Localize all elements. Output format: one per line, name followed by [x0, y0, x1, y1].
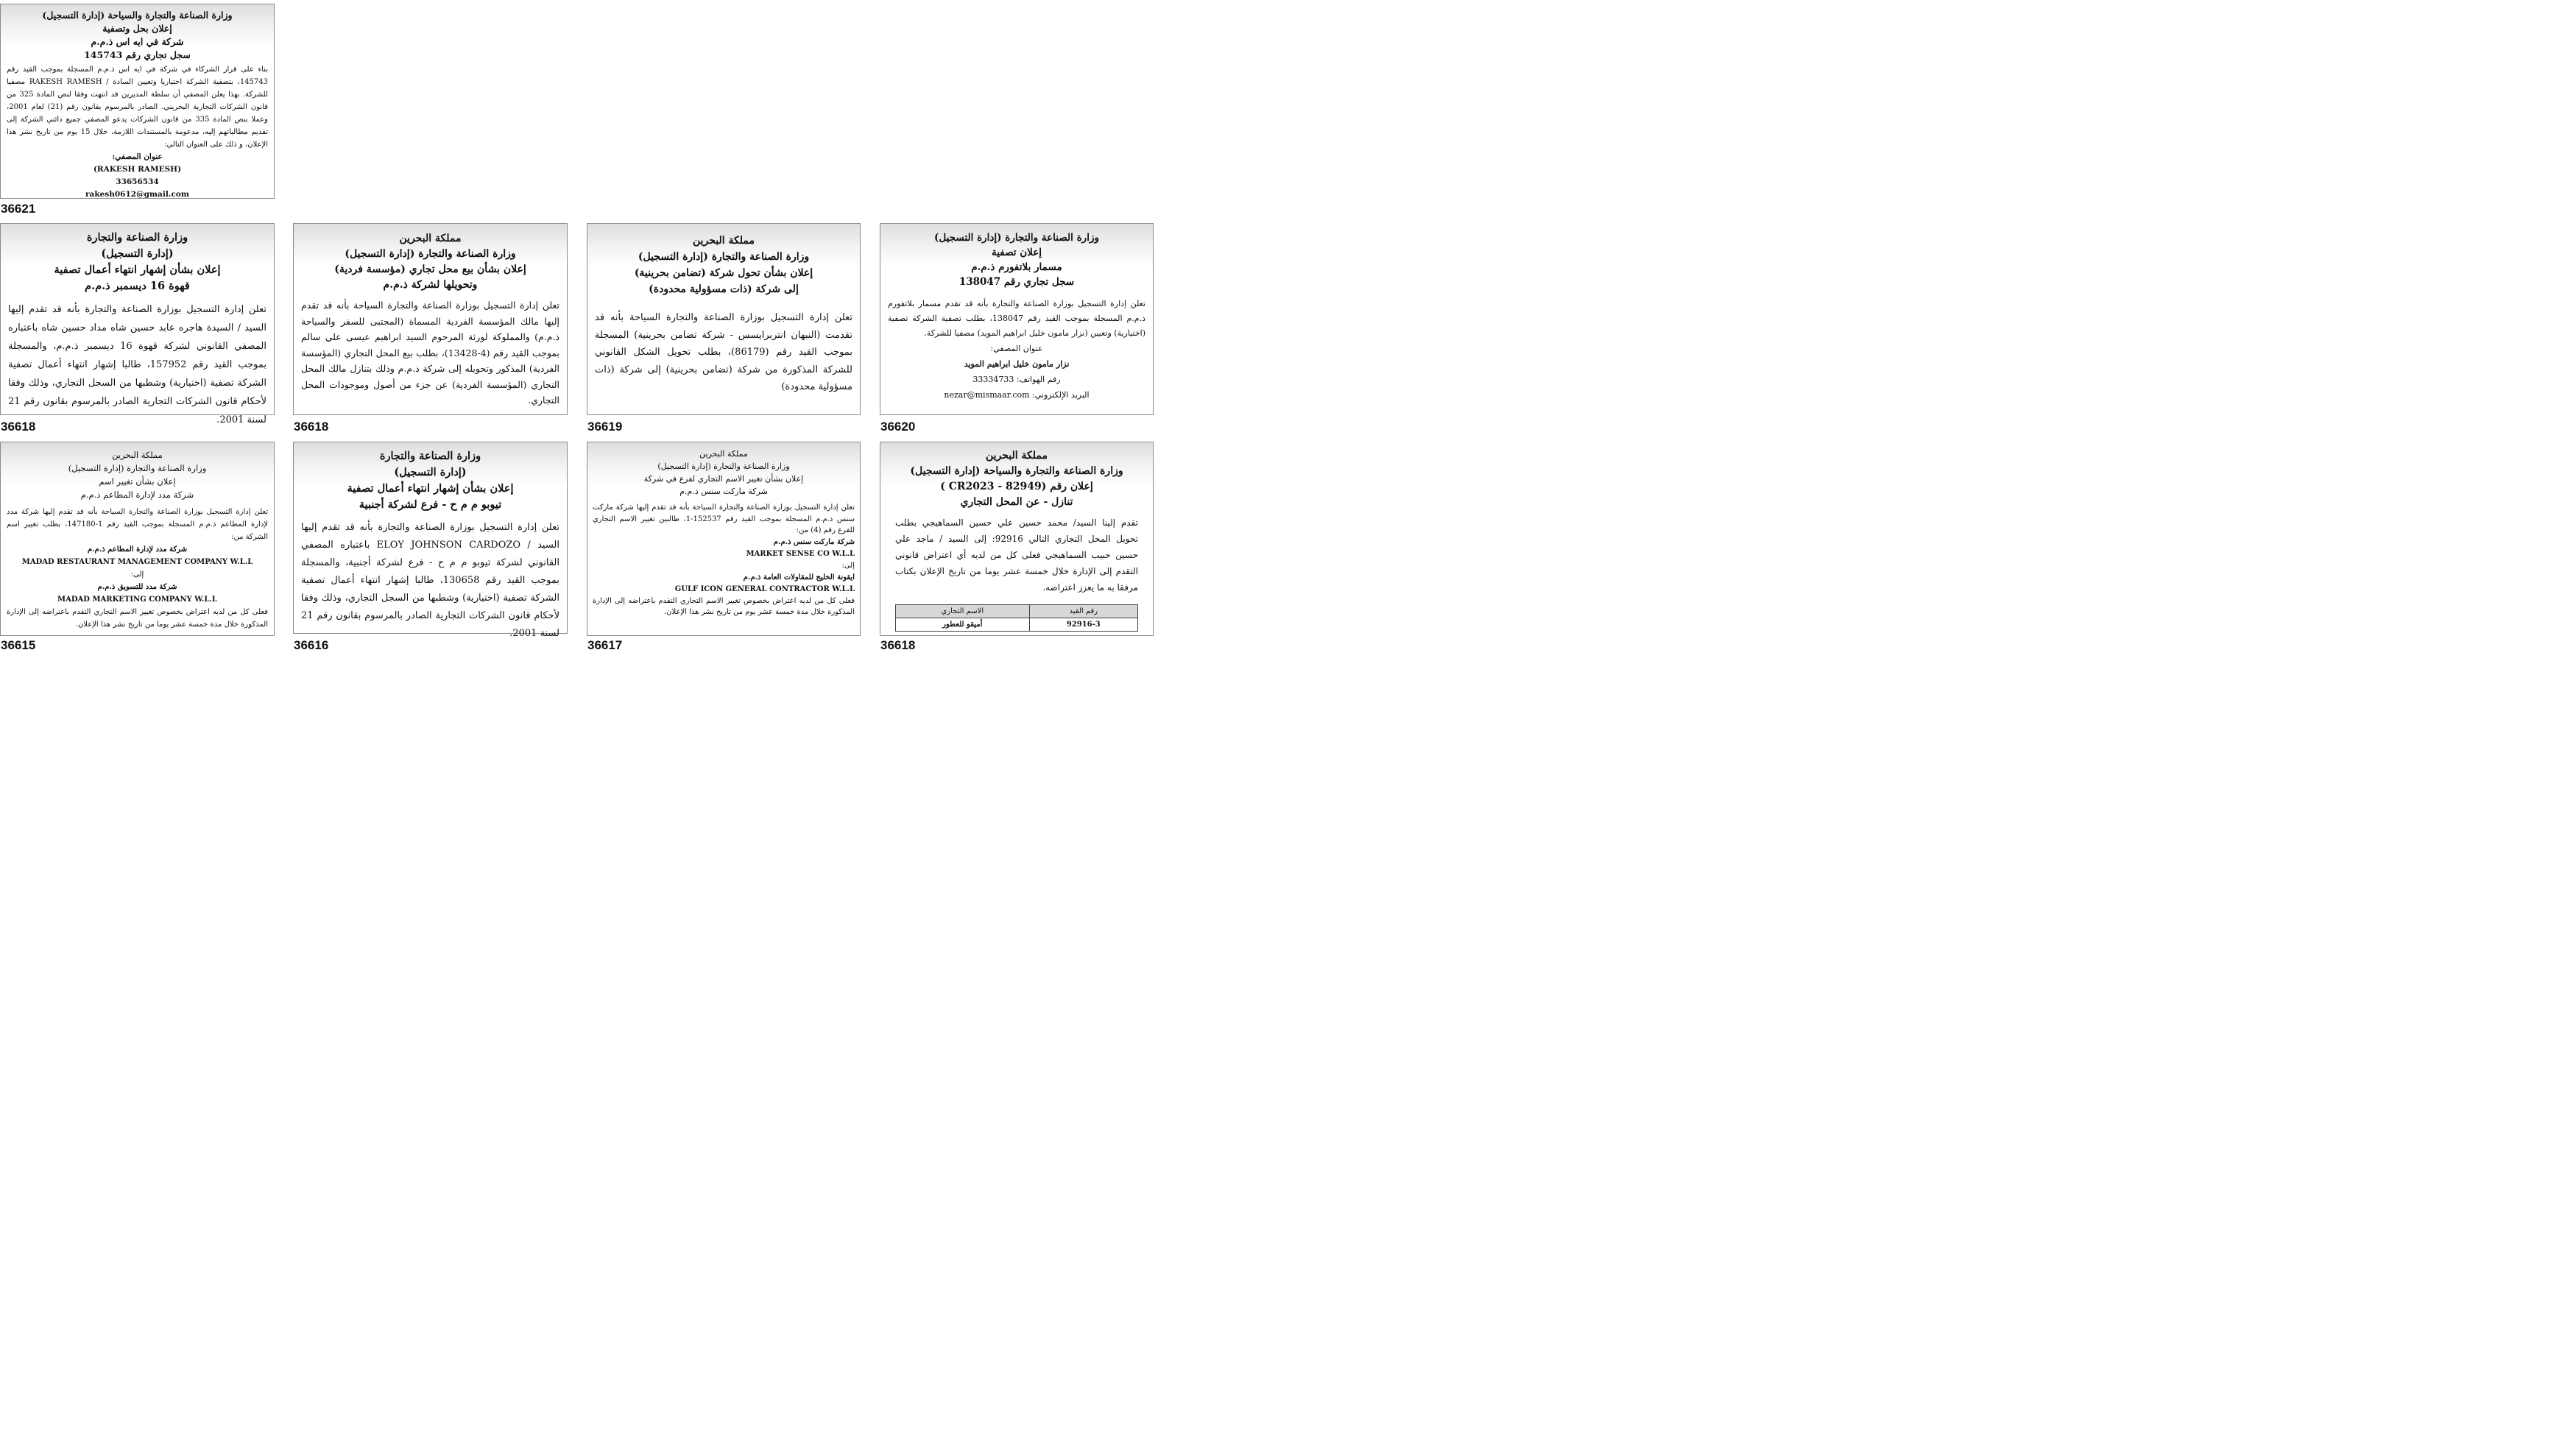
notice-company: قهوة 16 ديسمبر ذ.م.م [85, 280, 190, 292]
old-name-en: MARKET SENSE CO W.L.L [746, 549, 855, 558]
liquidator-name: نزار مامون خليل ابراهيم المويد [964, 359, 1070, 369]
notice-kingdom: مملكة البحرين [112, 450, 163, 460]
notice-cr-number: سجل تجاري رقم 145743 [84, 49, 191, 60]
notice-subtitle: وتحويلها لشركة ذ.م.م [383, 279, 478, 291]
notice-ministry: وزارة الصناعة والتجارة (إدارة التسجيل) [345, 248, 516, 260]
notice-number: 36616 [294, 638, 329, 652]
notice-body: تعلن إدارة التسجيل بوزارة الصناعة والتجارة السياحة بأنه قد تقدمت (النبهان انتربرايسس - شركة تضامن بحرينية) المسجلة بموجب القيد رقم (86179)، بطلب تحويل الشكل القانوني للشركة المذكورة من شركة (تضامن بحرينية) إلى شركة (ذات مسؤولية محدودة) [595, 312, 852, 392]
liquidator-address-label: عنوان المصفي: [990, 344, 1043, 353]
notice-number: 36618 [1, 420, 36, 434]
notice-cr-number: سجل تجاري رقم 138047 [958, 276, 1075, 288]
notice-sale-commercial-shop [293, 223, 568, 415]
liquidator-phone: 33656534 [116, 177, 159, 186]
table-cell-reg-number: 92916-3 [1029, 618, 1137, 632]
notice-name-change-madad [0, 442, 275, 636]
to-label: إلى: [841, 561, 855, 570]
registration-table [895, 604, 1138, 632]
notice-number: 36617 [587, 638, 623, 652]
notice-kingdom: مملكة البحرين [692, 235, 755, 247]
notice-body: بناء على قرار الشركاء في شركة في ايه اس ذ.م.م المسجلة بموجب القيد رقم 145743، بتصفية الشركة اختياريا وتعيين السادة / RAKESH RAMESH مصفيا للشركة. بهذا يعلن المصفي أن سلطة المديرين قد انتهت وفقا لنص المادة 325 من قانون الشركات التجارية البحريني. الصادر بالمرسوم بقانون رقم (21) لعام 2001، وعملا بنص المادة 335 من قانون الشركات يدعو المصفي جميع دائني الشركة إلى تقديم مطالباتهم إليه، مدعومة بالمستندات اللازمة، خلال 15 يوم من تاريخ نشر هذا الإعلان، و ذلك على العنوان التالي: [7, 66, 268, 149]
notice-shop-assignment [880, 442, 1154, 636]
notice-ministry: وزارة الصناعة والتجارة والسياحة (إدارة التسجيل) [910, 465, 1123, 477]
liquidator-name: (RAKESH RAMESH) [93, 165, 182, 174]
notice-title: إعلان بحل وتصفية [102, 23, 172, 34]
table-header-row [896, 605, 1138, 618]
notice-company-conversion [587, 223, 861, 415]
notice-company: شركة ماركت سنس ذ.م.م [679, 487, 768, 496]
notice-number: 36620 [880, 420, 916, 434]
notice-body: تعلن إدارة التسجيل بوزارة الصناعة والتجارة بأنه قد تقدم إليها السيد / ELOY JOHNSON CARDOZO باعتباره المصفي القانوني لشركة تيوبو م م ح - فرع لشركة أجنبية، والمسجلة بموجب القيد رقم 130658، طالبا إشهار انتهاء أعمال تصفية الشركة تصفية (اختيارية) وشطبها من السجل التجاري، وذلك وفقا لأحكام قانون الشركات التجارية الصادر بالمرسوم بقانون رقم 21 لسنة 2001. [301, 522, 559, 639]
notice-kingdom: مملكة البحرين [399, 233, 462, 244]
new-name-en: MADAD MARKETING COMPANY W.L.L [57, 596, 217, 604]
notice-kingdom: مملكة البحرين [985, 450, 1048, 462]
notice-title: إعلان بشأن بيع محل تجاري (مؤسسة فردية) [334, 264, 526, 275]
notice-body: تعلن إدارة التسجيل بوزارة الصناعة والتجارة بأنه قد تقدم مسمار بلاتفورم ذ.م.م المسجلة بموجب القيد رقم 138047، بطلب تصفية الشركة تصفية (اختيارية) وتعيين (نزار مامون خليل ابراهيم المويد) مصفيا للشركة. [888, 299, 1145, 338]
notice-liquidation-cafe [0, 223, 275, 425]
new-name-ar: ايقونة الخليج للمقاولات العامة ذ.م.م [743, 573, 855, 582]
notice-title: إعلان بشأن تغيير اسم [99, 476, 176, 487]
old-name-en: MADAD RESTAURANT MANAGEMENT COMPANY W.L.L [21, 558, 253, 566]
notice-title: إعلان بشأن إشهار انتهاء أعمال تصفية [54, 264, 221, 276]
notice-title: إعلان بشأن تغيير الاسم التجاري لفرع في شركة [643, 474, 804, 484]
notice-company: تيوبو م م ح - فرع لشركة أجنبية [359, 498, 502, 511]
notice-title: إعلان بشأن تحول شركة (تضامن بحرينية) [634, 267, 813, 279]
notice-number: 36618 [880, 638, 916, 652]
notice-liquidation-va-s [0, 4, 275, 199]
notice-number: 36618 [294, 420, 329, 434]
notice-ministry: وزارة الصناعة والتجارة والسياحة (إدارة التسجيل) [42, 10, 233, 21]
notice-body: تقدم إلينا السيد/ محمد حسين علي حسين السماهيجي بطلب تحويل المحل التجاري التالي 92916: إلى السيد / ماجد علي حسين حبيب السماهيجي فعلى كل من لديه أي اعتراض قانوني التقدم إلى الإدارة خلال خمسة عشر يوما من تاريخ الإعلان بكتاب مرفقا به ما يعزز اعتراضه. [895, 517, 1139, 593]
liquidator-email: البريد الإلكتروني: nezar@mismaar.com [944, 390, 1090, 400]
notice-ministry: وزارة الصناعة والتجارة (إدارة التسجيل) [638, 251, 810, 263]
notice-title: إعلان تصفية [991, 247, 1042, 258]
notice-company: شركة مدد لإدارة المطاعم ذ.م.م [80, 490, 194, 500]
notice-body: تعلن إدارة التسجيل بوزارة الصناعة والتجارة السياحة بأنه قد تقدم إليها شركة ماركت سنس ذ.م.م المسجلة بموجب القيد رقم 152537-1، طالبين تغيير الاسم التجاري للفرع رقم (4) من: [593, 503, 855, 534]
notice-branch-name-change [587, 442, 861, 636]
notice-title: تنازل - عن المحل التجاري [960, 496, 1073, 508]
notice-kingdom: مملكة البحرين [699, 449, 748, 459]
notice-ministry: وزارة الصناعة والتجارة (إدارة التسجيل) [68, 463, 207, 473]
liquidator-email: rakesh0612@gmail.com [85, 190, 189, 199]
notice-body: تعلن إدارة التسجيل بوزارة الصناعة والتجارة السياحة بأنه قد تقدم إليها مالك المؤسسة الفردية المسماة (المجتبى للسفر والسياحة ذ.م.م) والمملوكة لورثة المرحوم السيد ابراهيم عيسى علي سالم بموجب القيد رقم (4-13428)، بطلب بيع المحل التجاري (المؤسسة الفردية) المذكور وتحويله إلى شركة ذ.م.م وذلك بتنازل مالك المحل التجاري (المؤسسة الفردية) عن جزء من أصول وموجودات المحل التجاري. [301, 300, 560, 406]
notice-liquidation-tiubo [293, 442, 568, 639]
notice-footer: فعلى كل من لديه اعتراض بخصوص تغيير الاسم التجاري التقدم باعتراضه إلى الإدارة المذكورة خلال مدة خمسة عشر يوم من تاريخ نشر هذا الإعلان. [593, 596, 855, 616]
notice-department: (إدارة التسجيل) [101, 247, 174, 260]
table-row [896, 618, 1138, 632]
new-name-ar: شركة مدد للتسويق ذ.م.م [97, 583, 177, 591]
notice-ministry: وزارة الصناعة والتجارة [379, 450, 481, 462]
notice-body: تعلن إدارة التسجيل بوزارة الصناعة والتجارة السياحة بأنه قد تقدم إليها شركة مدد لإدارة المطاعم ذ.م.م المسجلة بموجب القيد رقم 1-147180، بطلب تغيير اسم الشركة من: [7, 508, 268, 541]
notice-announcement-number: إعلان رقم (82949 - CR2023 ) [940, 481, 1093, 492]
notice-ministry: وزارة الصناعة والتجارة [86, 231, 188, 244]
notice-department: (إدارة التسجيل) [394, 466, 467, 478]
notice-footer: فعلى كل من لديه اعتراض بخصوص تغيير الاسم التجاري التقدم باعتراضه إلى الإدارة المذكورة خلال مدة خمسة عشر يوما من تاريخ نشر هذا الإعلان. [7, 608, 268, 629]
old-name-ar: شركة مدد لإدارة المطاعم ذ.م.م [87, 545, 188, 554]
liquidator-phone: رقم الهواتف: 33334733 [972, 375, 1061, 384]
liquidator-address-label: عنوان المصفي: [112, 152, 163, 161]
notice-body: تعلن إدارة التسجيل بوزارة الصناعة والتجارة بأنه قد تقدم إليها السيد / السيدة هاجره عابد حسين شاه مداد حسين شاه باعتباره المصفي القانوني لشركة قهوة 16 ديسمبر ذ.م.م، والمسجلة بموجب القيد رقم 157952، طالبا إشهار انتهاء أعمال تصفية الشركة تصفية (اختيارية) وشطبها من السجل التجاري، وذلك وفقا لأحكام قانون الشركات التجارية الصادر بالمرسوم بقانون رقم 21 لسنة 2001. [8, 304, 266, 425]
notice-liquidation-mismaar [880, 223, 1154, 415]
table-cell-trade-name: أميقو للعطور [896, 618, 1030, 632]
notice-number: 36621 [1, 202, 36, 216]
notice-ministry: وزارة الصناعة والتجارة (إدارة التسجيل) [657, 462, 790, 471]
notice-number: 36619 [587, 420, 623, 434]
notice-company: شركة في ايه اس ذ.م.م [91, 36, 184, 47]
notice-company: مسمار بلاتفورم ذ.م.م [971, 261, 1062, 273]
notice-title: إعلان بشأن إشهار انتهاء أعمال تصفية [347, 482, 514, 495]
table-header-reg-number: رقم القيد [1029, 605, 1137, 618]
notice-ministry: وزارة الصناعة والتجارة (إدارة التسجيل) [934, 232, 1099, 244]
notice-number: 36615 [1, 638, 36, 652]
new-name-en: GULF ICON GENERAL CONTRACTOR W.L.L [674, 584, 855, 593]
to-label: إلى: [130, 570, 144, 579]
old-name-ar: شركة ماركت سنس ذ.م.م [773, 537, 855, 546]
table-header-trade-name: الاسم التجاري [896, 605, 1030, 618]
notice-subtitle: إلى شركة (ذات مسؤولية محدودة) [649, 283, 799, 295]
